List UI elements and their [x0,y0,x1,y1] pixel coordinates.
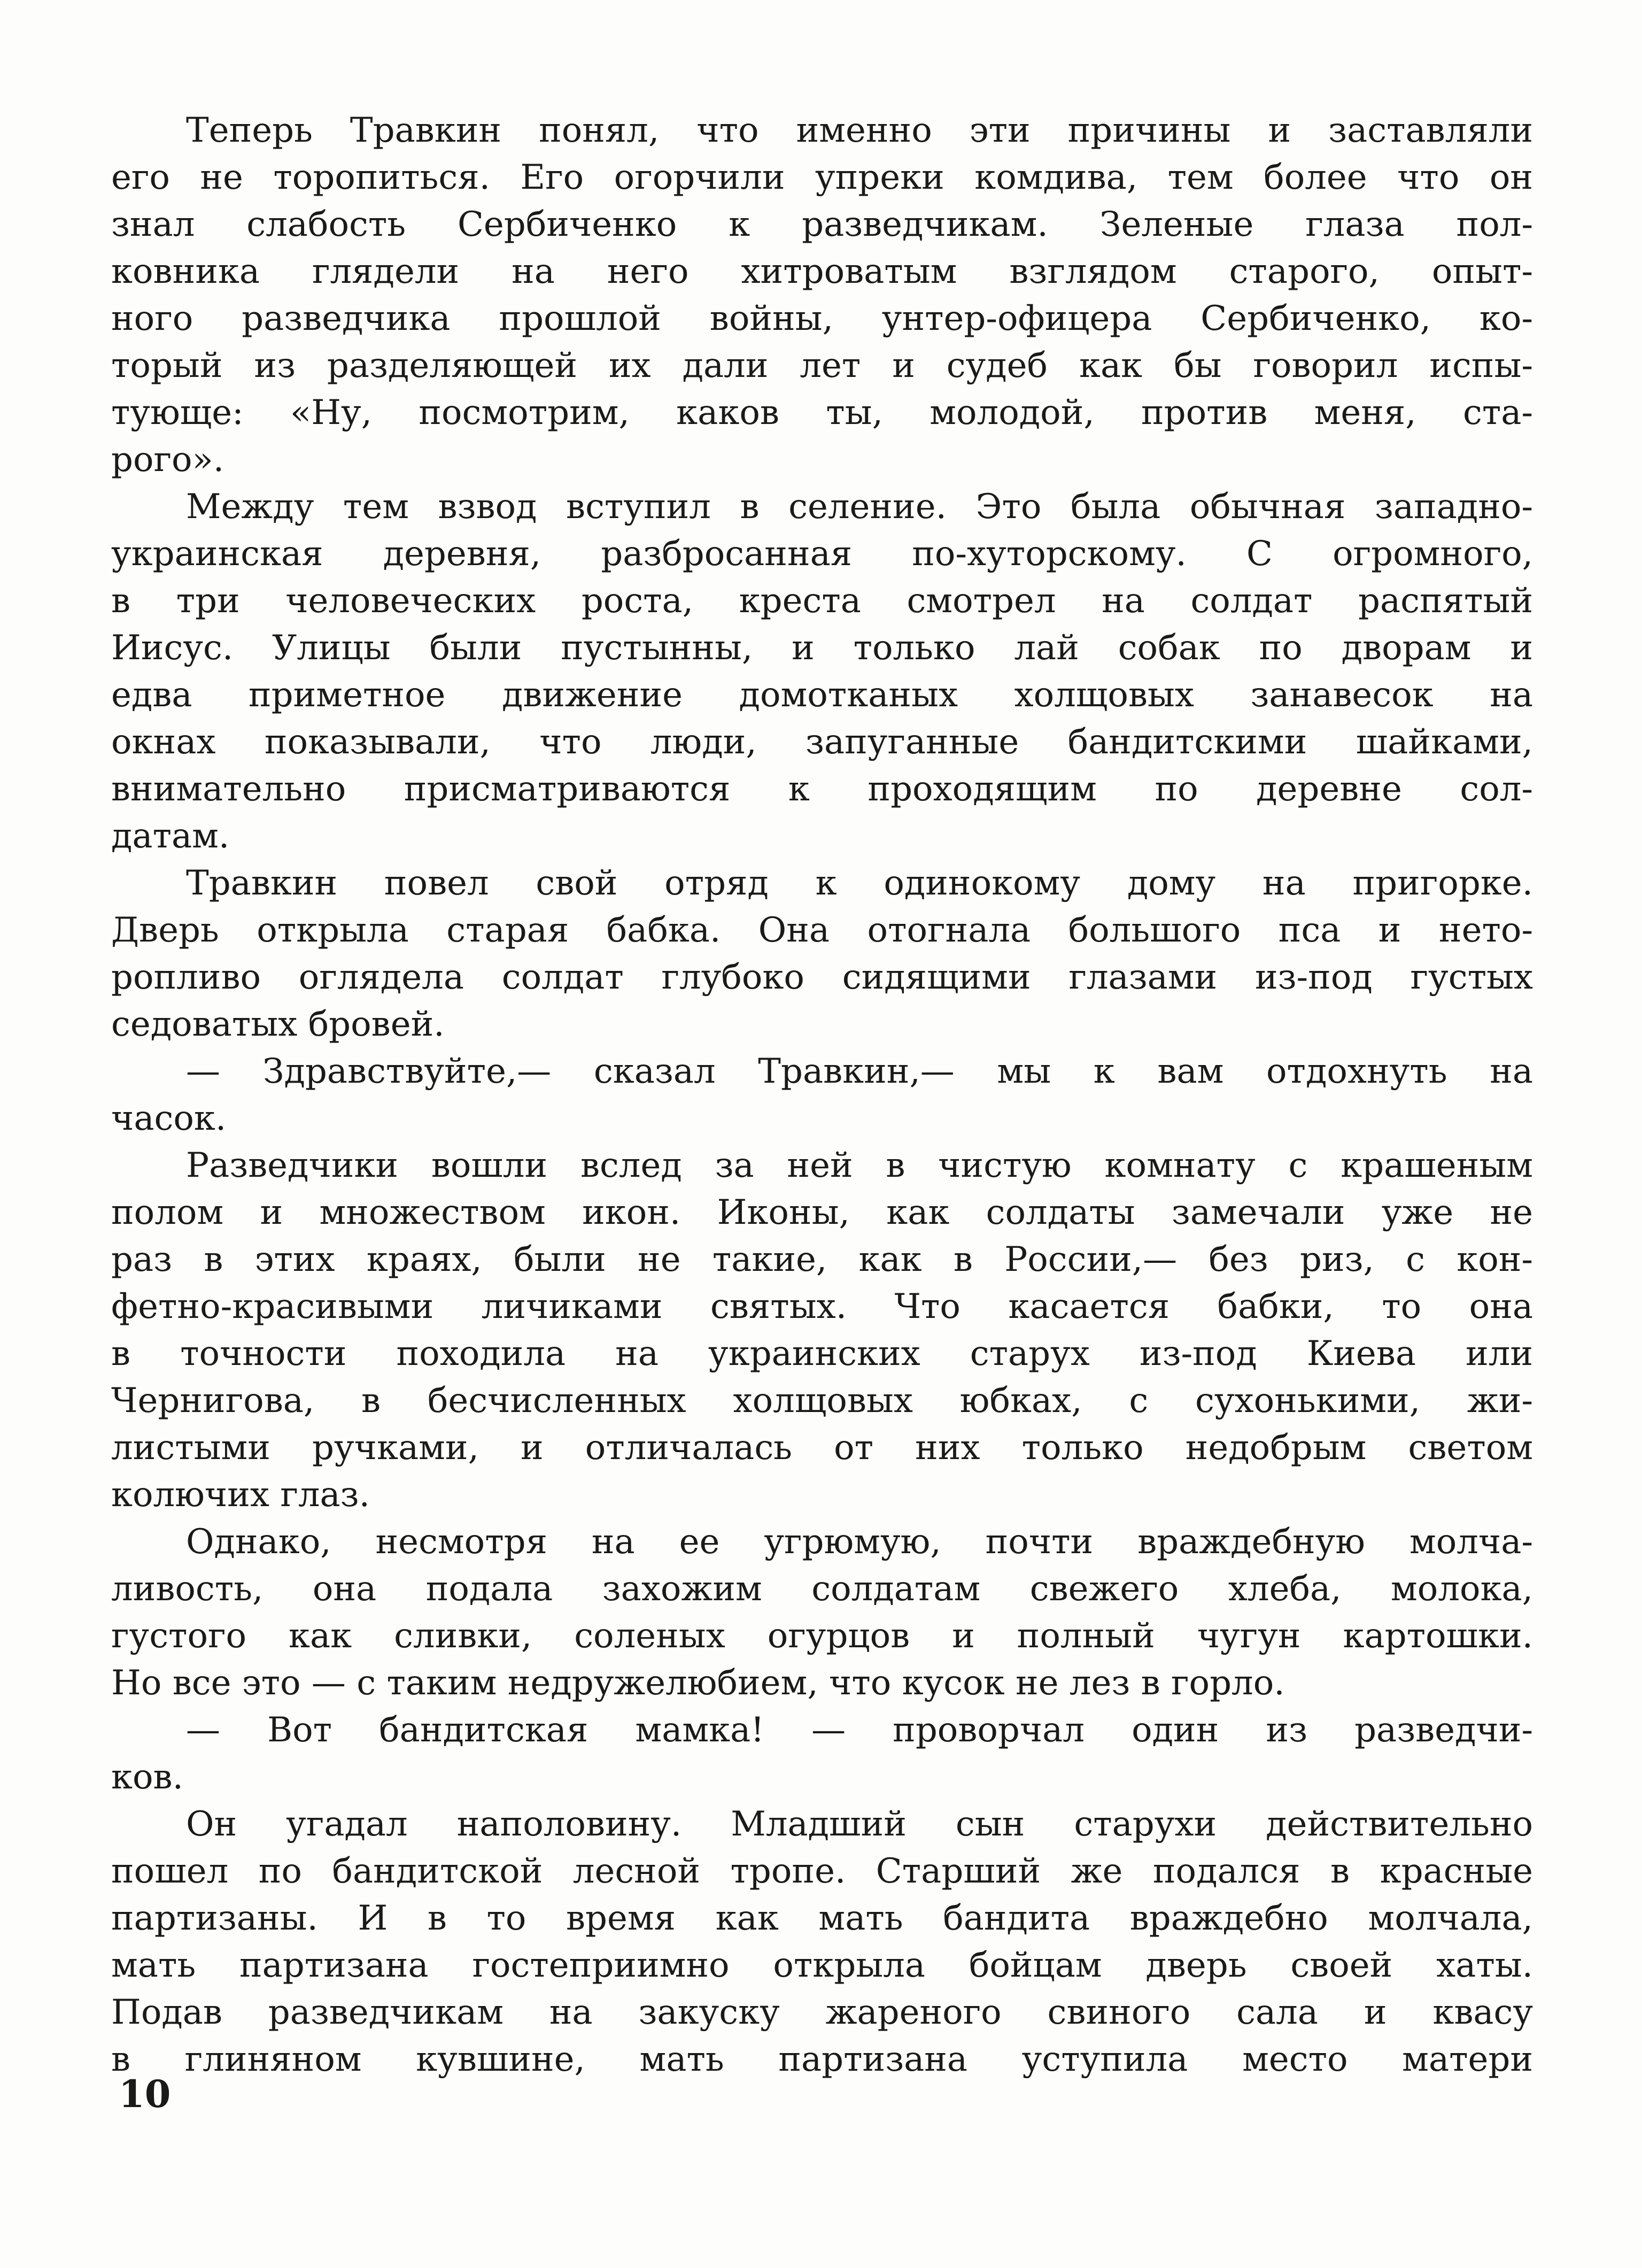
text-line: густого как сливки, соленых огурцов и полный чугун картошки. [111,1616,1533,1656]
text-line: колючих глаз. [111,1475,370,1515]
text-line: торый из разделяющей их дали лет и судеб как бы говорил испы- [111,346,1533,385]
text-line: в три человеческих роста, креста смотрел на солдат распятый [111,581,1533,621]
text-line: партизаны. И в то время как мать бандита враждебно молчала, [111,1899,1533,1938]
text-line: Он угадал наполовину. Младший сын старухи действительно [186,1804,1533,1844]
text-line: едва приметное движение домотканых холщовых занавесок на [111,675,1533,715]
text-line: рого». [111,440,224,480]
text-line: датам. [111,816,230,856]
text-line: ковника глядели на него хитроватым взглядом старого, опыт- [111,252,1533,291]
text-line: тующе: «Ну, посмотрим, каков ты, молодой, против меня, ста- [111,393,1533,433]
text-line: пошел по бандитской лесной тропе. Старший же подался в красные [111,1852,1533,1891]
text-line: Чернигова, в бесчисленных холщовых юбках, с сухонькими, жи- [111,1381,1533,1421]
text-line: раз в этих краях, были не такие, как в России,— без риз, с кон- [111,1240,1533,1279]
text-line: Между тем взвод вступил в селение. Это была обычная западно- [186,487,1533,527]
text-line: листыми ручками, и отличалась от них только недобрым светом [111,1428,1533,1468]
text-line: ного разведчика прошлой войны, унтер-офицера Сербиченко, ко- [111,299,1533,338]
text-line: Травкин повел свой отряд к одинокому дому на пригорке. [186,863,1533,903]
text-line: — Вот бандитская мамка! — проворчал один из разведчи- [186,1710,1533,1750]
body-text [111,107,1533,2083]
text-line: ливость, она подала захожим солдатам свежего хлеба, молока, [111,1569,1533,1609]
text-line: Подав разведчикам на закуску жареного свиного сала и квасу [111,1993,1533,2032]
text-line: — Здравствуйте,— сказал Травкин,— мы к вам отдохнуть на [186,1052,1533,1091]
text-line: его не торопиться. Его огорчили упреки комдива, тем более что он [111,158,1533,197]
text-line: внимательно присматриваются к проходящим по деревне сол- [111,769,1533,809]
text-line: полом и множеством икон. Иконы, как солдаты замечали уже не [111,1193,1533,1232]
text-line: часок. [111,1099,227,1138]
text-line: окнах показывали, что люди, запуганные бандитскими шайками, [111,722,1533,762]
text-line: мать партизана гостеприимно открыла бойцам дверь своей хаты. [111,1946,1533,1985]
text-line: седоватых бровей. [111,1005,445,1044]
text-line: Теперь Травкин понял, что именно эти причины и заставляли [186,111,1533,150]
text-line: ков. [111,1757,183,1797]
page-number: 10 [119,2072,171,2116]
text-line: Однако, несмотря на ее угрюмую, почти враждебную молча- [186,1522,1533,1562]
text-line: в глиняном кувшине, мать партизана уступила место матери [111,2040,1533,2079]
text-line: Иисус. Улицы были пустынны, и только лай собак по дворам и [111,628,1533,668]
text-line: украинская деревня, разбросанная по-хуторскому. С огромного, [111,534,1533,574]
text-line: ропливо оглядела солдат глубоко сидящими глазами из-под густых [111,958,1533,997]
text-line: в точности походила на украинских старух из-под Киева или [111,1334,1533,1374]
text-line: фетно-красивыми личиками святых. Что касается бабки, то она [111,1287,1533,1326]
text-line: Дверь открыла старая бабка. Она отогнала большого пса и нето- [111,911,1533,950]
text-line: Разведчики вошли вслед за ней в чистую комнату с крашеным [186,1146,1533,1185]
text-line: знал слабость Сербиченко к разведчикам. Зеленые глаза пол- [111,205,1533,244]
text-line: Но все это — с таким недружелюбием, что кусок не лез в горло. [111,1663,1285,1703]
